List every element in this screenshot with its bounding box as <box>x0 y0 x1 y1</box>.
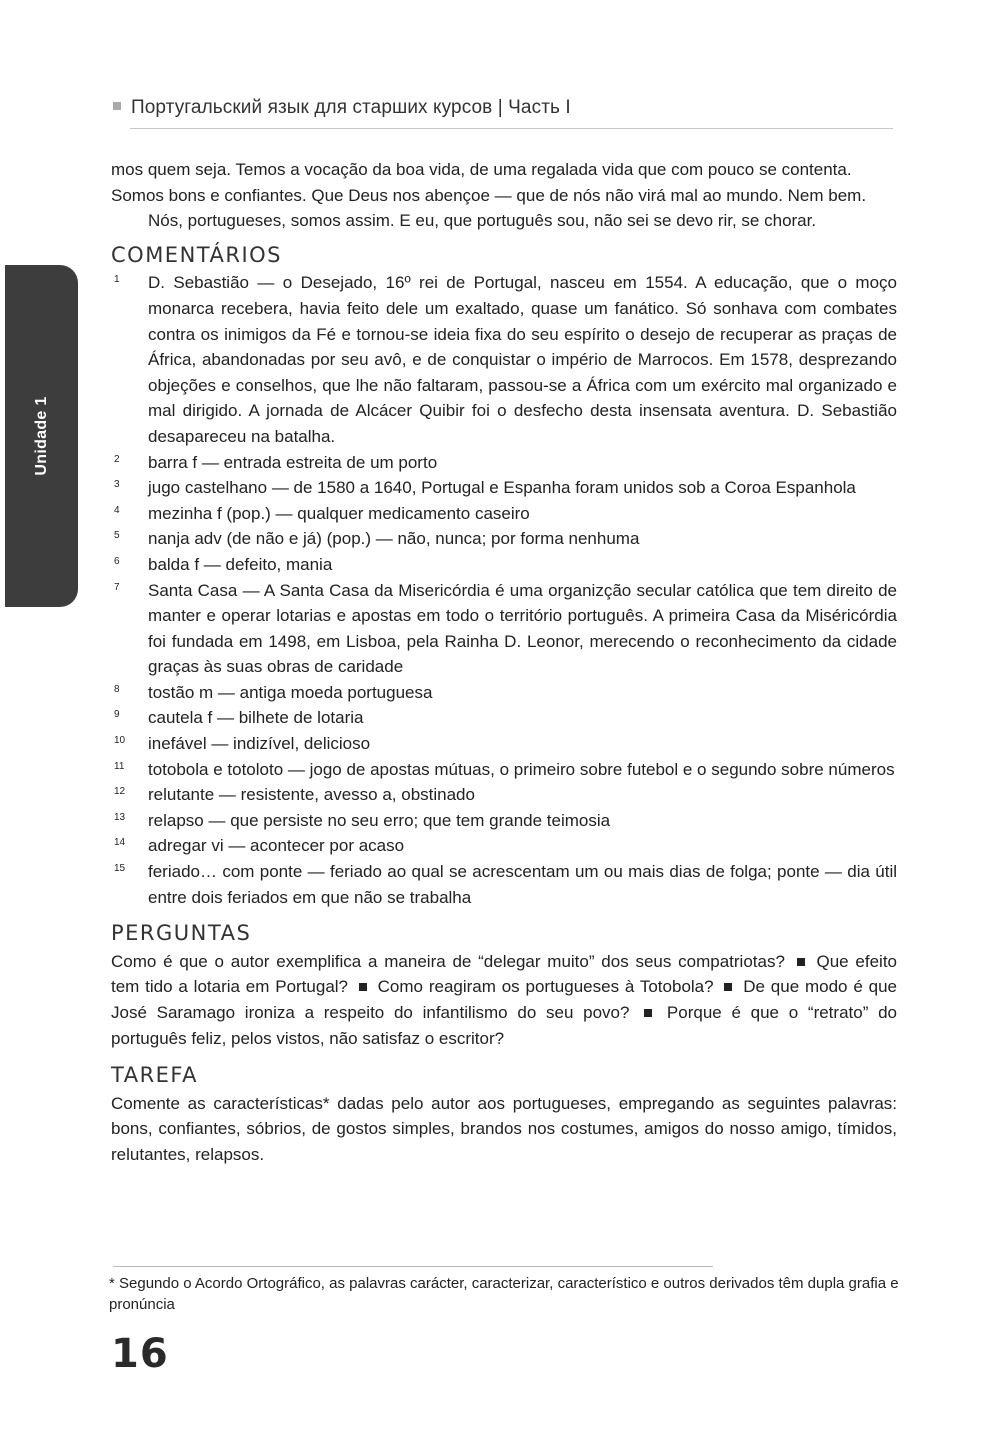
square-bullet-icon <box>644 1009 652 1017</box>
intro-line: mos quem seja. Temos a vocação da boa vida, de uma regalada vida que com pouco se contenta. <box>111 160 852 179</box>
comentario-text: balda f — defeito, mania <box>148 554 333 574</box>
question: Como reagiram os portugueses à Totobola? <box>377 977 714 997</box>
square-bullet-icon <box>359 983 367 991</box>
comentario-number: 13 <box>114 811 126 823</box>
comentario-item <box>111 552 897 578</box>
unit-side-tab <box>5 265 78 607</box>
tarefa-heading: TAREFA <box>111 1063 198 1088</box>
perguntas-heading: PERGUNTAS <box>111 921 252 946</box>
comentario-item <box>111 501 897 527</box>
comentario-text: cautela f — bilhete de lotaria <box>148 708 364 728</box>
comentario-item <box>111 526 897 552</box>
comentario-number: 1 <box>114 274 120 286</box>
comentario-number: 2 <box>114 453 120 465</box>
comentario-number: 6 <box>114 555 120 567</box>
comentario-text: Santa Casa — A Santa Casa da Misericórdia é uma organizção secular católica que tem direito de manter e operar lotarias e apostas em todo o território português. A primeira Casa da Miséricórdia foi fundada em 1498, em Lisboa, pela Rainha D. Leonor, merecendo o reconhecimento da cidade graças às suas obras de caridade <box>148 580 897 677</box>
comentario-item <box>111 475 897 501</box>
header-rule <box>130 128 893 129</box>
comentario-text: nanja adv (de não e já) (pop.) — não, nunca; por forma nenhuma <box>148 529 640 549</box>
comentario-text: relapso — que persiste no seu erro; que tem grande teimosia <box>148 810 611 830</box>
comentario-item <box>111 808 897 834</box>
intro-line: Nós, portugueses, somos assim. E eu, que português sou, não sei se devo rir, se chorar. <box>148 211 817 231</box>
comentario-number: 11 <box>114 760 125 772</box>
comentario-item <box>111 680 897 706</box>
question: Como é que o autor exemplifica a maneira de “delegar muito” dos seus compatriotas? <box>111 951 785 971</box>
main-content <box>111 157 897 1168</box>
comentario-item <box>111 782 897 808</box>
comentario-item <box>111 731 897 757</box>
comentario-number: 7 <box>114 581 120 593</box>
tarefa-paragraph: Comente as características* dadas pelo autor aos portugueses, empregando as seguintes palavras: bons, confiantes, sóbrios, de gostos simples, brandos nos costumes, amigos do nosso amigo, tímidos, relutantes, relapsos. <box>111 1093 897 1164</box>
comentario-number: 10 <box>114 735 126 747</box>
comentario-item <box>111 705 897 731</box>
intro-line: Somos bons e confiantes. Que Deus nos abençoe — que de nós não virá mal ao mundo. Nem bem. <box>111 185 867 205</box>
comentario-number: 12 <box>114 786 126 798</box>
comentario-text: inefável — indizível, delicioso <box>148 734 371 754</box>
comentario-number: 3 <box>114 479 120 491</box>
comentario-item <box>111 859 897 910</box>
comentario-number: 8 <box>114 683 120 695</box>
comentario-number: 15 <box>114 863 126 875</box>
comentario-number: 9 <box>114 709 120 721</box>
question: Que efeito tem tido a lotaria em Portugal? <box>111 951 897 997</box>
square-bullet-icon <box>797 958 805 966</box>
comentario-text: jugo castelhano — de 1580 a 1640, Portugal e Espanha foram unidos sob a Coroa Espanhola <box>148 478 856 498</box>
footnote: * Segundo o Acordo Ortográfico, as palavras carácter, caracterizar, característico e outros derivados têm dupla grafia e pronúncia <box>109 1275 899 1313</box>
running-header <box>113 97 893 119</box>
comentario-item <box>111 450 897 476</box>
comentario-text: D. Sebastião — o Desejado, 16º rei de Portugal, nasceu em 1554. A educação, que o moço monarca recebera, havia feito dele um exaltado, quase um fanático. Só sonhava com combates contra os inimigos da Fé e tornou-se ideia fixa do seu espírito o desejo de recuperar as praças de África, abandonadas por seu avô, e de conquistar o império de Marrocos. Em 1578, desprezando objeções e conselhos, que lhe não faltaram, passou-se a África com um exército mal organizado e mal dirigido. A jornada de Alcácer Quibir foi o desfecho desta insensata aventura. D. Sebastião desapareceu na batalha. <box>148 273 897 446</box>
footnote-rule <box>113 1266 713 1267</box>
header-square-icon <box>113 102 121 110</box>
comentario-text: feriado… com ponte — feriado ao qual se acrescentam um ou mais dias de folga; ponte — dia útil entre dois feriados em que não se trabalha <box>148 862 897 907</box>
comentario-item <box>111 578 897 680</box>
comentario-item <box>111 833 897 859</box>
question: De que modo é que José Saramago ironiza a respeito do infantilismo do seu povo? <box>111 977 897 1022</box>
comentarios-list <box>111 270 897 910</box>
page-number: 16 <box>111 1331 169 1377</box>
comentario-number: 5 <box>114 530 120 542</box>
comentario-item <box>111 757 897 783</box>
comentario-text: totobola e totoloto — jogo de apostas mútuas, o primeiro sobre futebol e o segundo sobre números <box>148 759 895 779</box>
question: Porque é que o “retrato” do português feliz, pelos vistos, não satisfaz o escritor? <box>111 1003 897 1048</box>
square-bullet-icon <box>724 983 732 991</box>
comentario-text: tostão m — antiga moeda portuguesa <box>148 682 433 702</box>
comentario-text: relutante — resistente, avesso a, obstinado <box>148 785 475 805</box>
unit-label: Unidade 1 <box>32 396 50 476</box>
comentarios-heading: COMENTÁRIOS <box>111 242 282 267</box>
perguntas-paragraph <box>111 949 897 1051</box>
comentario-text: adregar vi — acontecer por acaso <box>148 836 405 856</box>
comentario-number: 14 <box>114 837 126 849</box>
running-title: Португальский язык для старших курсов | Часть I <box>131 97 571 118</box>
comentario-text: mezinha f (pop.) — qualquer medicamento caseiro <box>148 503 530 523</box>
comentario-text: barra f — entrada estreita de um porto <box>148 452 438 472</box>
comentario-number: 4 <box>114 504 120 516</box>
comentario-item <box>111 270 897 449</box>
